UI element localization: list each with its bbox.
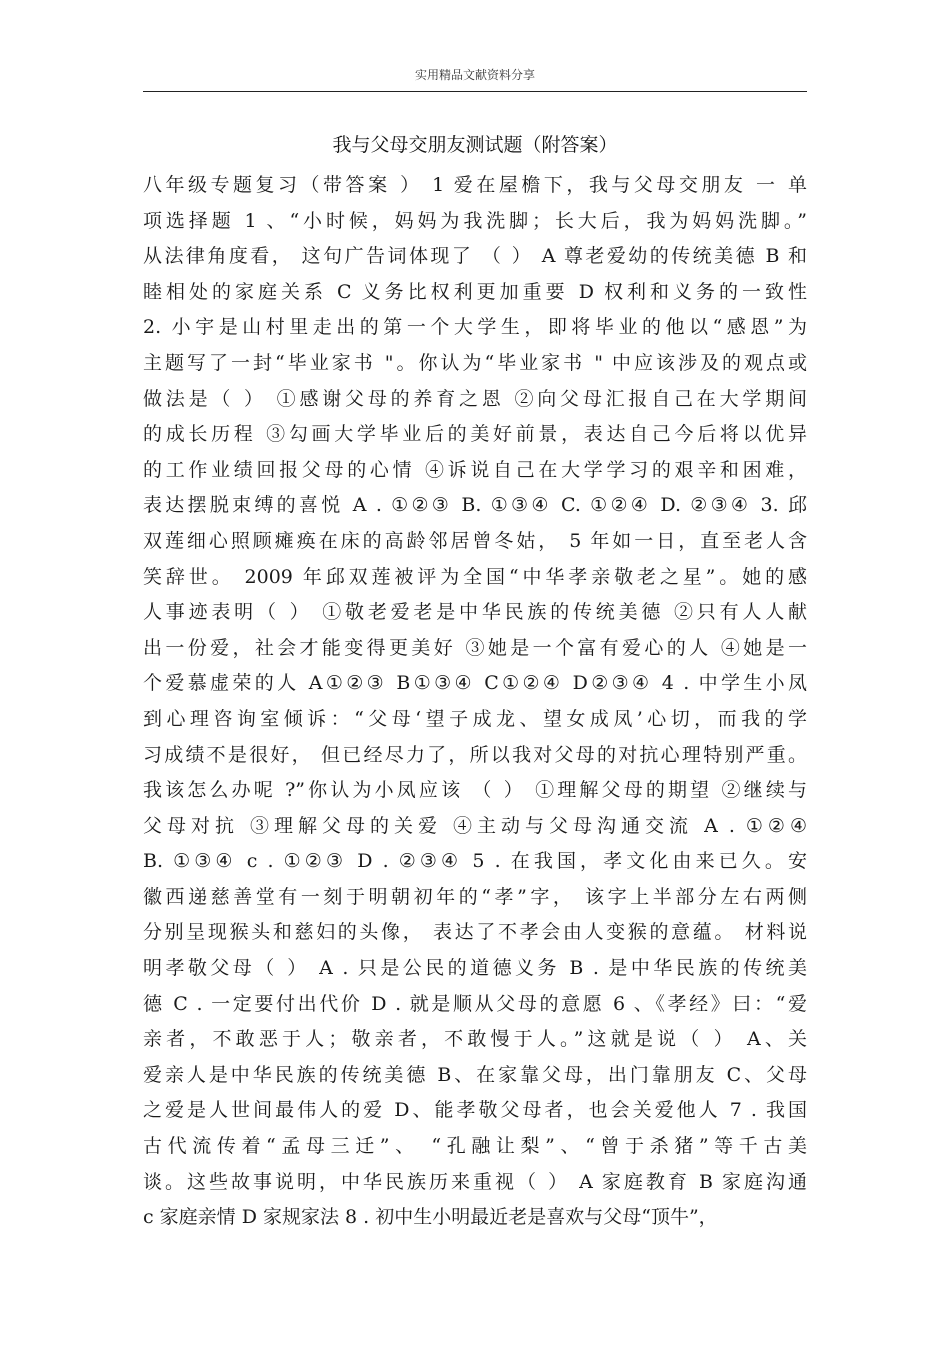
text-line: 爱亲人是中华民族的传统美德 B、在家靠父母，出门靠朋友 C、父母: [143, 1063, 807, 1086]
text-line: c 家庭亲情 D 家规家法 8 . 初中生小明最近老是喜欢与父母“顶牛”，: [143, 1206, 718, 1229]
text-line: 亲者，不敢恶于人；敬亲者，不敢慢于人。”这就是说（ ） A、关: [143, 1028, 807, 1051]
text-line: 的成长历程 ③勾画大学毕业后的美好前景，表达自己今后将以优异: [143, 423, 807, 446]
text-line: 的工作业绩回报父母的心情 ④诉说自己在大学学习的艰辛和困难，: [143, 458, 807, 481]
text-line: 分别呈现猴头和慈妇的头像， 表达了不孝会由人变猴的意蕴。 材料说: [143, 921, 807, 944]
text-line: 我该怎么办呢 ?”你认为小凤应该 （ ） ①理解父母的期望 ②继续与: [143, 779, 807, 802]
text-line: 之爱是人世间最伟人的爱 D、能孝敬父母者，也会关爱他人 7 . 我国: [143, 1099, 807, 1122]
text-line: 项选择题 1 、“小时候，妈妈为我洗脚；长大后，我为妈妈洗脚。”: [143, 209, 807, 232]
text-line: B. ①③④ c . ①②③ D . ②③④ 5 . 在我国，孝文化由来已久。安: [143, 850, 807, 873]
text-line: 出一份爱，社会才能变得更美好 ③她是一个富有爱心的人 ④她是一: [143, 636, 807, 659]
text-line: 做法是（ ） ①感谢父母的养育之恩 ②向父母汇报自己在大学期间: [143, 387, 807, 410]
text-line: 德 C . 一定要付出代价 D . 就是顺从父母的意愿 6 、《孝经》曰：“爱: [143, 992, 807, 1015]
text-line: 主题写了一封“毕业家书 "。你认为“毕业家书 " 中应该涉及的观点或: [143, 351, 807, 374]
text-line: 到心理咨询室倾诉：“父母‘望子成龙、望女成凤’心切，而我的学: [143, 707, 807, 730]
document-title: 我与父母交朋友测试题（附答案）: [332, 134, 618, 156]
text-line: 徽西递慈善堂有一刻于明朝初年的“孝”字， 该字上半部分左右两侧: [143, 885, 807, 908]
text-line: 双莲细心照顾瘫痪在床的高龄邻居曾冬姑， 5 年如一日，直至老人含: [143, 529, 807, 552]
text-line: 父母对抗 ③理解父母的关爱 ④主动与父母沟通交流 A . ①②④: [143, 814, 807, 837]
text-line: 睦相处的家庭关系 C 义务比权利更加重要 D 权利和义务的一致性: [143, 280, 807, 303]
text-line: 古代流传着“孟母三迁”、 “孔融让梨”、“曾于杀猪”等千古美: [143, 1135, 807, 1158]
document-body: [143, 168, 807, 1236]
text-line: 人事迹表明（ ） ①敬老爱老是中华民族的传统美德 ②只有人人献: [143, 601, 807, 624]
text-line: 明孝敬父母（ ） A . 只是公民的道德义务 B . 是中华民族的传统美: [143, 957, 807, 980]
text-line: 八年级专题复习（带答案 ） 1 爱在屋檐下，我与父母交朋友 一 单: [143, 174, 807, 196]
text-line: 2. 小宇是山村里走出的第一个大学生，即将毕业的他以“感恩”为: [143, 316, 807, 339]
text-line: 习成绩不是很好， 但已经尽力了，所以我对父母的对抗心理特别严重。: [143, 743, 807, 766]
text-line: 笑辞世。 2009 年邱双莲被评为全国“中华孝亲敬老之星”。她的感: [143, 565, 807, 588]
text-line: 从法律角度看， 这句广告词体现了 （ ） A 尊老爱幼的传统美德 B 和: [143, 245, 807, 268]
header-divider: [143, 91, 807, 92]
text-line: 个爱慕虚荣的人 A①②③ B①③④ C①②④ D②③④ 4 . 中学生小凤: [143, 672, 807, 695]
text-line: 谈。这些故事说明，中华民族历来重视（ ） A 家庭教育 B 家庭沟通: [143, 1170, 807, 1193]
page-header: 实用精品文献资料分享: [414, 68, 535, 82]
text-line: 表达摆脱束缚的喜悦 A . ①②③ B. ①③④ C. ①②④ D. ②③④ 3. 邱: [143, 494, 807, 517]
